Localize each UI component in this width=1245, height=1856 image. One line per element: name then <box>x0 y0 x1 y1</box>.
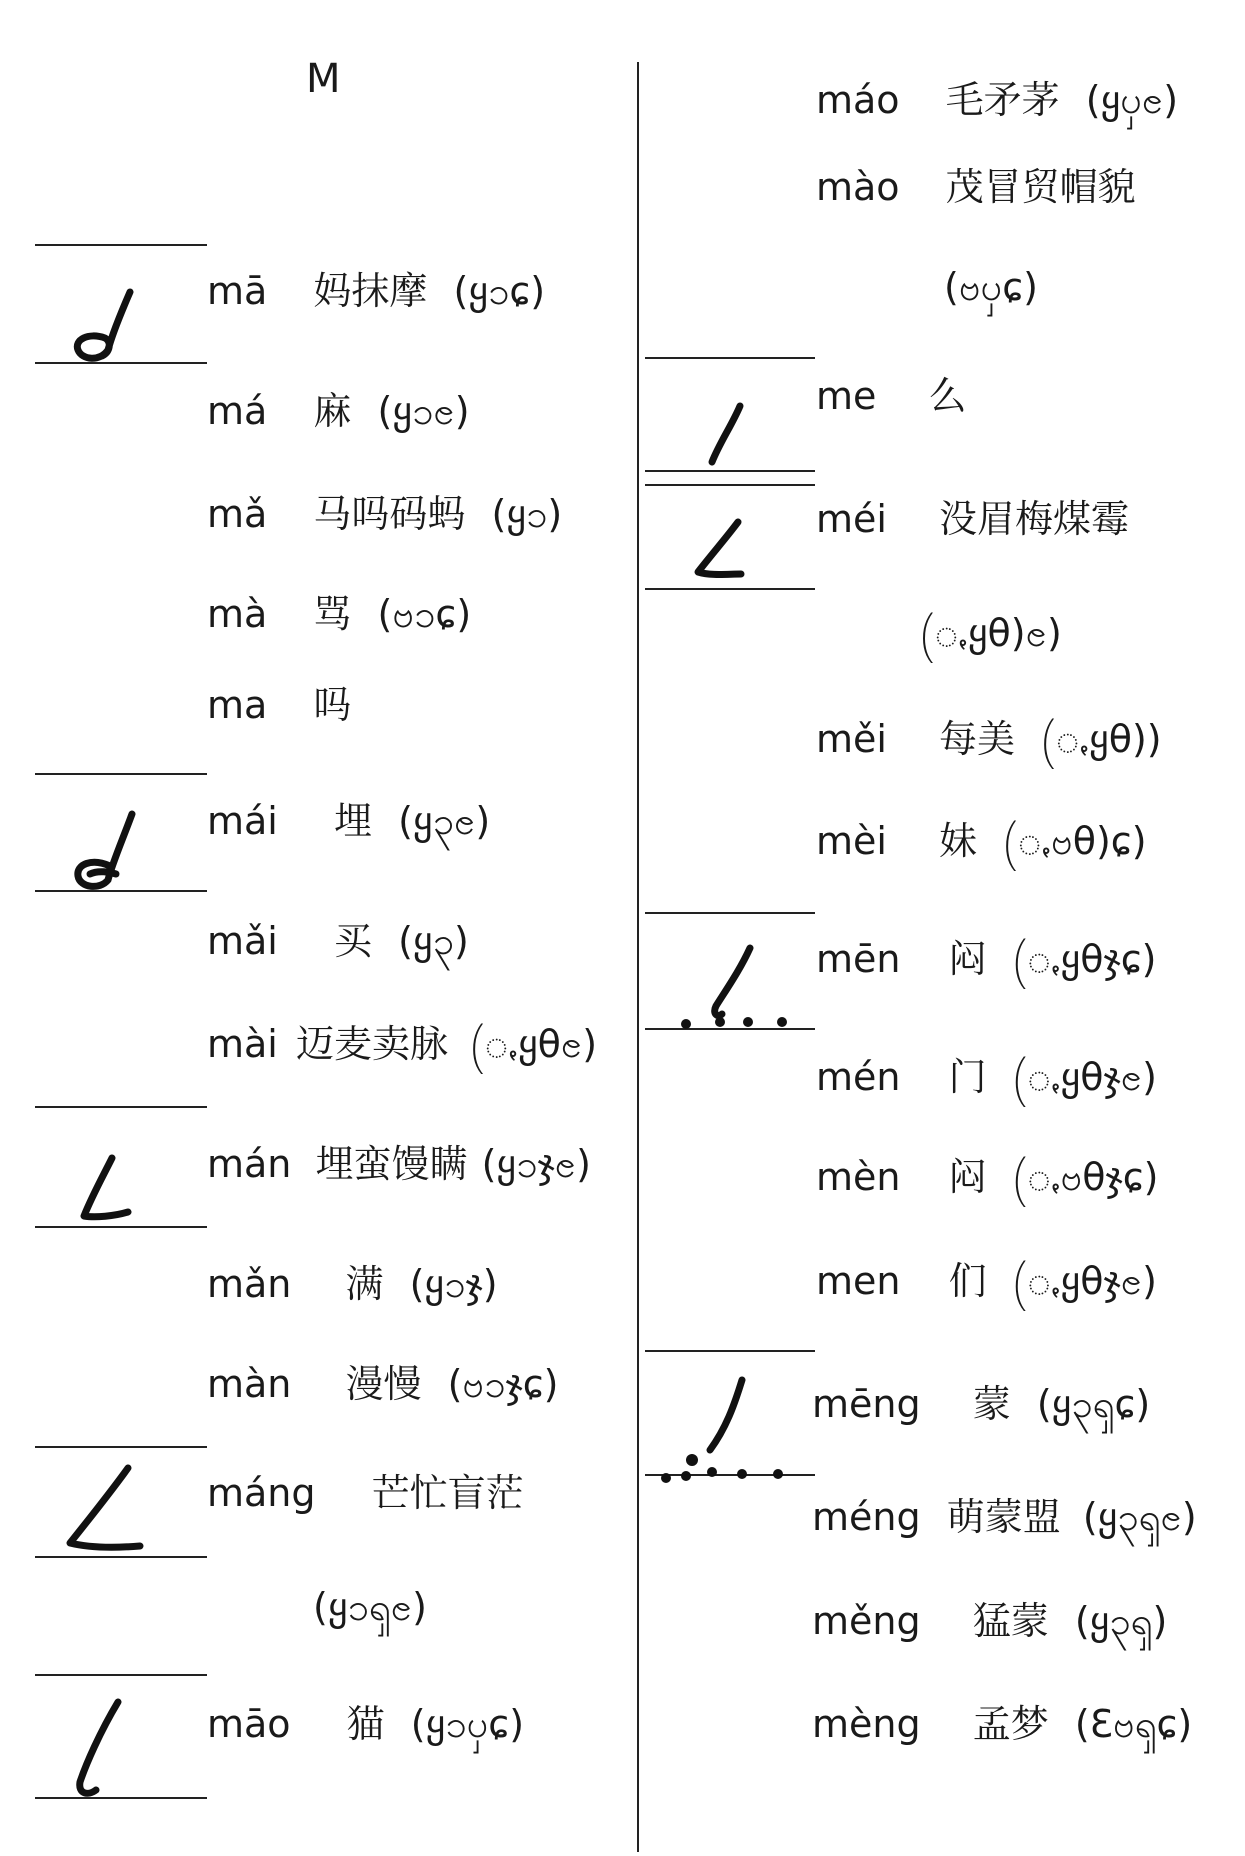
hanzi: 们 <box>948 1259 987 1303</box>
shorthand-stroke-icon <box>60 280 160 370</box>
pinyin: mēng <box>812 1382 921 1426</box>
shorthand-stroke-icon <box>660 940 800 1030</box>
hanzi: 漫慢 <box>345 1362 422 1406</box>
hanzi: 孟梦 <box>972 1702 1049 1746</box>
hanzi: 埋蛮馒瞒 <box>315 1142 468 1186</box>
pinyin: mǎi <box>207 919 278 963</box>
entry-ma1 <box>207 269 546 313</box>
script-transcription: (ყ၃) <box>398 919 469 963</box>
script-transcription: (ꩻဗθ)ɕ) <box>1003 819 1147 863</box>
script-transcription: (ყ၁ჯၔ) <box>481 1142 591 1186</box>
script-transcription: (Ɛဗၡɕ) <box>1074 1702 1193 1746</box>
entry-mai4 <box>207 1022 598 1066</box>
script-transcription: (ꩻყθჯɕ) <box>1012 937 1157 981</box>
pinyin: mèn <box>816 1155 901 1199</box>
script-transcription: (ꩻყθ)ၔ) <box>920 611 1062 655</box>
script-transcription: (ꩻყθჯၔ) <box>1012 1055 1157 1099</box>
hanzi: 埋 <box>333 799 372 843</box>
pinyin: māo <box>207 1702 291 1746</box>
shorthand-stroke-icon <box>676 516 766 586</box>
pinyin: má <box>207 389 268 433</box>
script-transcription: (ყ၃ၡၔ) <box>1082 1495 1197 1539</box>
hanzi: 芒忙盲茫 <box>371 1471 524 1515</box>
column-divider <box>637 62 639 1852</box>
guide-line <box>645 484 815 486</box>
script-transcription: (ყ၃ၡɕ) <box>1036 1382 1151 1426</box>
script-transcription: (ꩻყθၔ) <box>470 1022 598 1066</box>
pinyin: méi <box>816 497 887 541</box>
section-letter: M <box>306 56 341 102</box>
script-transcription: (ဗ၁ჯɕ) <box>447 1362 559 1406</box>
shorthand-stroke-icon <box>60 1146 160 1236</box>
entry-mang2 <box>207 1471 524 1515</box>
entry-ma3 <box>207 492 563 536</box>
pinyin: mài <box>207 1022 278 1066</box>
hanzi: 马吗码蚂 <box>313 492 466 536</box>
hanzi: 蒙 <box>972 1382 1011 1426</box>
pinyin: mái <box>207 799 278 843</box>
entry-man4 <box>207 1362 559 1406</box>
entry-mao4-script <box>944 265 1038 309</box>
guide-line <box>645 912 815 914</box>
script-transcription: (ყ၁ၦɕ) <box>410 1702 525 1746</box>
hanzi: 萌蒙盟 <box>946 1495 1061 1539</box>
shorthand-stroke-icon <box>656 1376 806 1486</box>
hanzi: 门 <box>948 1055 987 1099</box>
script-transcription: (ყ၁ၔ) <box>377 389 470 433</box>
entry-mei2 <box>816 497 1130 541</box>
guide-line <box>35 1106 207 1108</box>
pinyin: mán <box>207 1142 292 1186</box>
pinyin: mèng <box>812 1702 921 1746</box>
hanzi: 茂冒贸帽貌 <box>945 165 1136 209</box>
script-transcription: (ყ၃ၡ) <box>1074 1599 1168 1643</box>
script-transcription: (ყ၁ၡၔ) <box>313 1585 427 1629</box>
shorthand-stroke-icon <box>60 1694 160 1804</box>
script-transcription: (ဗ၁ɕ) <box>377 592 472 636</box>
shorthand-stroke-icon <box>690 400 770 470</box>
script-transcription: (ꩻဗθჯɕ) <box>1012 1155 1159 1199</box>
hanzi: 闷 <box>948 937 987 981</box>
entry-meng1 <box>812 1382 1151 1426</box>
hanzi: 妈抹摩 <box>313 269 428 313</box>
hanzi: 闷 <box>948 1155 987 1199</box>
entry-meng4 <box>812 1702 1193 1746</box>
pinyin: mèi <box>816 819 887 863</box>
pinyin: mào <box>816 165 900 209</box>
entry-ma4 <box>207 592 472 636</box>
pinyin: máo <box>816 78 900 122</box>
script-transcription: (ꩻყθჯၔ) <box>1012 1259 1157 1303</box>
hanzi: 麻 <box>313 389 352 433</box>
entry-me <box>816 374 979 418</box>
pinyin: mā <box>207 269 268 313</box>
script-transcription: (ყ၁ɕ) <box>453 269 546 313</box>
pinyin: měng <box>812 1599 921 1643</box>
entry-mei2-script <box>920 611 1062 655</box>
guide-line <box>35 1674 207 1676</box>
entry-mei3 <box>816 717 1162 761</box>
entry-mai2 <box>207 799 491 843</box>
hanzi: 猫 <box>346 1702 385 1746</box>
hanzi: 买 <box>333 919 372 963</box>
entry-mai3 <box>207 919 469 963</box>
pinyin: mǎ <box>207 492 268 536</box>
script-transcription: (ყ၁) <box>491 492 563 536</box>
pinyin: mēn <box>816 937 901 981</box>
hanzi: 每美 <box>939 717 1016 761</box>
guide-line <box>645 1350 815 1352</box>
pinyin: méng <box>812 1495 921 1539</box>
pinyin: màn <box>207 1362 292 1406</box>
entry-mang2-script <box>313 1585 427 1629</box>
script-transcription: (ဗၦɕ) <box>944 265 1038 309</box>
pinyin: me <box>816 374 877 418</box>
guide-line <box>35 244 207 246</box>
script-transcription: (ꩻყθ)) <box>1041 717 1162 761</box>
entry-mei4 <box>816 819 1147 863</box>
shorthand-stroke-icon <box>60 1458 170 1563</box>
script-transcription: (ყၦၔ) <box>1085 78 1179 122</box>
entry-men4 <box>816 1155 1159 1199</box>
pinyin: měi <box>816 717 887 761</box>
hanzi: 妹 <box>939 819 978 863</box>
entry-man3 <box>207 1262 498 1306</box>
script-transcription: (ყ၁ჯ) <box>409 1262 498 1306</box>
shorthand-stroke-icon <box>60 806 160 896</box>
entry-man2 <box>207 1142 591 1186</box>
entry-ma2 <box>207 389 470 433</box>
entry-meng3 <box>812 1599 1168 1643</box>
entry-men5 <box>816 1259 1157 1303</box>
entry-mao1 <box>207 1702 525 1746</box>
entry-men1 <box>816 937 1157 981</box>
entry-men2 <box>816 1055 1157 1099</box>
pinyin: mǎn <box>207 1262 292 1306</box>
guide-line <box>645 588 815 590</box>
entry-ma5 <box>207 683 364 727</box>
guide-line <box>645 357 815 359</box>
hanzi: 没眉梅煤霉 <box>939 497 1130 541</box>
pinyin: ma <box>207 683 268 727</box>
hanzi: 骂 <box>313 592 352 636</box>
hanzi: 吗 <box>313 683 352 727</box>
guide-line <box>35 1446 207 1448</box>
entry-mao2 <box>816 78 1179 122</box>
entry-meng2 <box>812 1495 1197 1539</box>
guide-line <box>645 470 815 472</box>
pinyin: mà <box>207 592 268 636</box>
hanzi: 猛蒙 <box>972 1599 1049 1643</box>
script-transcription: (ყ၃ၔ) <box>398 799 491 843</box>
guide-line <box>35 773 207 775</box>
pinyin: men <box>816 1259 901 1303</box>
hanzi: 迈麦卖脉 <box>295 1022 448 1066</box>
hanzi: 么 <box>928 374 967 418</box>
pinyin: mén <box>816 1055 901 1099</box>
hanzi: 满 <box>345 1262 384 1306</box>
entry-mao4 <box>816 165 1136 209</box>
pinyin: máng <box>207 1471 316 1515</box>
hanzi: 毛矛茅 <box>945 78 1060 122</box>
